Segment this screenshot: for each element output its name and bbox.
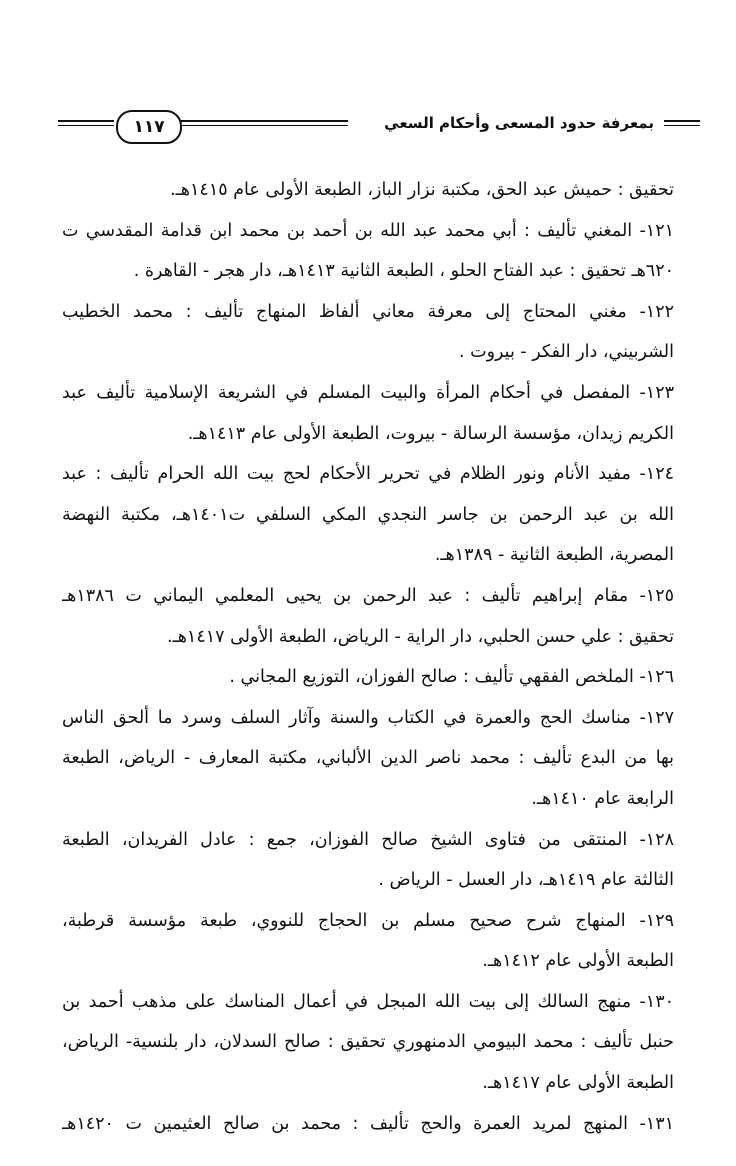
running-title: بمعرفة حدود المسعى وأحكام السعي bbox=[384, 114, 654, 132]
text-line: ١٢٣- المفصل في أحكام المرأة والبيت المسلم في الشريعة الإسلامية تأليف عبد bbox=[62, 382, 674, 403]
text-line: الله بن عبد الرحمن بن جاسر النجدي المكي السلفي ت١٤٠١هـ، مكتبة النهضة bbox=[62, 504, 674, 525]
bibliography-text bbox=[62, 170, 674, 1144]
page-number bbox=[116, 110, 182, 144]
header-rule-middle-top bbox=[180, 120, 348, 122]
header-rule-middle-bottom bbox=[180, 125, 348, 126]
text-line: الكريم زيدان، مؤسسة الرسالة - بيروت، الطبعة الأولى عام ١٤١٣هـ. bbox=[187, 423, 674, 444]
text-line: ١٣٠- منهج السالك إلى بيت الله المبجل في أعمال المناسك على مذهب أحمد بن bbox=[62, 991, 674, 1012]
text-line: ١٢٨- المنتقى من فتاوى الشيخ صالح الفوزان، جمع : عادل الفريدان، الطبعة bbox=[62, 829, 674, 850]
text-line: الثالثة عام ١٤١٩هـ، دار العسل - الرياض . bbox=[378, 870, 674, 891]
header-rule-right-top bbox=[664, 120, 700, 122]
text-line: حنبل تأليف : محمد البيومي الدمنهوري تحقيق : صالح السدلان، دار بلنسية- الرياض، bbox=[62, 1032, 674, 1053]
header-rule-left-bottom bbox=[58, 125, 114, 126]
text-line: ١٢٢- مغني المحتاج إلى معرفة معاني ألفاظ المنهاج تأليف : محمد الخطيب bbox=[62, 301, 674, 322]
text-line: الشربيني، دار الفكر - بيروت . bbox=[458, 342, 674, 363]
text-line: تحقيق : حميش عبد الحق، مكتبة نزار الباز، الطبعة الأولى عام ١٤١٥هـ. bbox=[170, 180, 674, 200]
text-line: ١٢٤- مفيد الأنام ونور الظلام في تحرير الأحكام لحج بيت الله الحرام تأليف : عبد bbox=[62, 464, 674, 485]
header-rule-right-bottom bbox=[664, 125, 700, 126]
text-line: الرابعة عام ١٤١٠هـ. bbox=[531, 788, 674, 809]
text-line: ١٢٥- مقام إبراهيم تأليف : عبد الرحمن بن يحيى المعلمي اليماني ت ١٣٨٦هـ bbox=[62, 585, 674, 606]
text-line: تحقيق : علي حسن الحلبي، دار الراية - الرياض، الطبعة الأولى ١٤١٧هـ. bbox=[167, 626, 674, 647]
text-line: ٦٢٠هـ تحقيق : عبد الفتاح الحلو ، الطبعة الثانية ١٤١٣هـ، دار هجر - القاهرة . bbox=[133, 261, 674, 282]
text-line: بها من البدع تأليف : محمد ناصر الدين الألباني، مكتبة المعارف - الرياض، الطبعة bbox=[62, 748, 674, 769]
text-line: الطبعة الأولى عام ١٤١٧هـ. bbox=[482, 1073, 674, 1094]
text-line: ١٣١- المنهج لمريد العمرة والحج تأليف : محمد بن صالح العثيمين ت ١٤٢٠هـ bbox=[62, 1113, 674, 1134]
text-line: المصرية، الطبعة الثانية - ١٣٨٩هـ. bbox=[434, 545, 674, 566]
page-header bbox=[58, 108, 680, 148]
text-line: ١٢٩- المنهاج شرح صحيح مسلم بن الحجاج للنووي، طبعة مؤسسة قرطبة، bbox=[62, 910, 674, 931]
text-line: الطبعة الأولى عام ١٤١٢هـ. bbox=[482, 951, 674, 972]
text-line: ١٢٧- مناسك الحج والعمرة في الكتاب والسنة وآثار السلف وسرد ما ألحق الناس bbox=[62, 707, 674, 728]
text-line: ١٢١- المغني تأليف : أبي محمد عبد الله بن أحمد بن محمد ابن قدامة المقدسي ت bbox=[62, 220, 674, 241]
header-rule-left-top bbox=[58, 120, 114, 122]
page-number-text: ١١٧ bbox=[133, 117, 165, 137]
text-line: ١٢٦- الملخص الفقهي تأليف : صالح الفوزان، التوزيع المجاني . bbox=[229, 667, 674, 688]
